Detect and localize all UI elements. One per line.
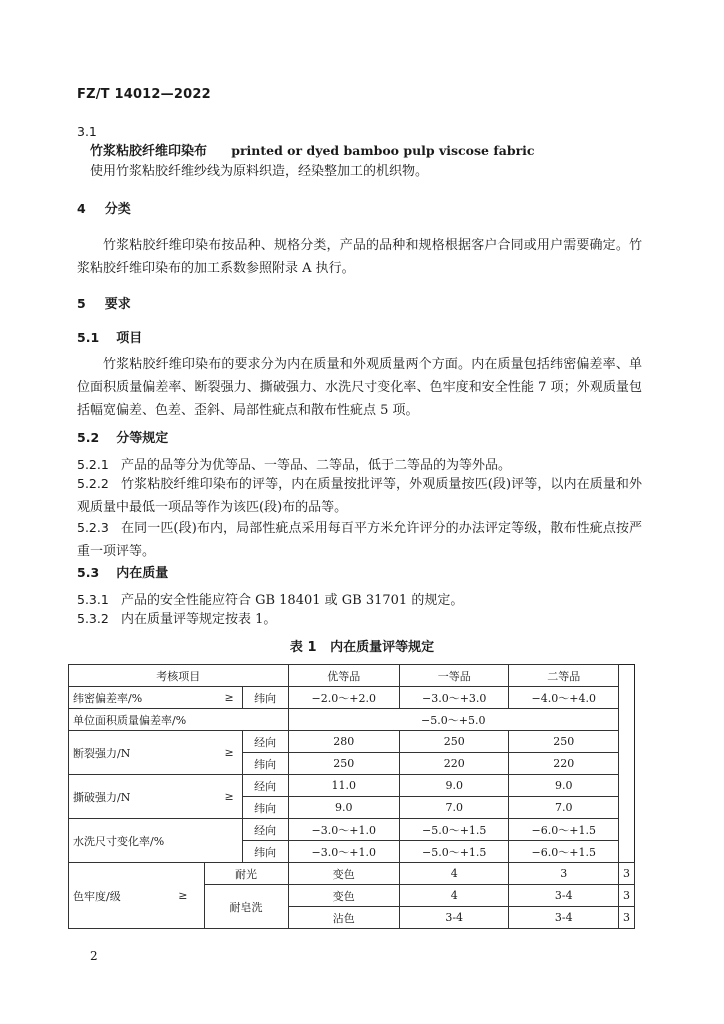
color-change-label: 变色	[288, 863, 399, 885]
table-cell: 250	[288, 753, 399, 775]
light-fastness-label: 耐光	[204, 863, 288, 885]
table-cell: 250	[509, 731, 619, 753]
table-row	[69, 863, 635, 885]
clause-5-3-heading	[77, 562, 168, 581]
table-cell: −6.0～+1.5	[509, 819, 619, 841]
clause-5-heading	[77, 293, 131, 312]
warp-direction: 经向	[242, 819, 288, 841]
table-cell: 3-4	[509, 907, 619, 929]
table-cell: 7.0	[399, 797, 509, 819]
clause-5-2-2	[77, 472, 642, 519]
term-entry	[90, 140, 535, 159]
clause-5-3-1	[77, 589, 463, 608]
table-cell: 250	[399, 731, 509, 753]
clause-3-1-number: 3.1	[77, 124, 97, 139]
page-number: 2	[90, 949, 98, 963]
table-cell: 3	[619, 907, 635, 929]
header-item: 考核项目	[69, 665, 289, 687]
table-row	[69, 687, 635, 709]
table-cell: −4.0～+4.0	[509, 687, 619, 709]
colorfastness-label: 色牢度/级	[69, 863, 163, 929]
color-change-label: 变色	[288, 885, 399, 907]
weft-direction: 纬向	[242, 687, 288, 709]
table-cell: −6.0～+1.5	[509, 841, 619, 863]
ge-symbol: ≥	[204, 731, 242, 775]
clause-5-2-title: 分等规定	[116, 431, 169, 446]
shrinkage-label: 水洗尺寸变化率/%	[69, 819, 243, 863]
table-cell: 280	[288, 731, 399, 753]
warp-direction: 经向	[242, 731, 288, 753]
clause-5-2-1-text: 产品的品等分为优等品、一等品、二等品，低于二等品的为等外品。	[120, 458, 511, 473]
header-grade-second: 二等品	[509, 665, 619, 687]
clause-5-2-number: 5.2	[77, 430, 100, 445]
clause-5-2-2-text: 竹浆粘胶纤维印染布的评等，内在质量按批评等，外观质量按匹(段)评等，以内在质量和外观质量中最低一项品等作为该匹(段)布的品等。	[77, 477, 642, 515]
weft-direction: 纬向	[242, 797, 288, 819]
clause-5-2-2-number: 5.2.2	[77, 476, 109, 491]
clause-5-3-1-text: 产品的安全性能应符合 GB 18401 或 GB 31701 的规定。	[120, 593, 464, 608]
table-cell: −3.0～+1.0	[288, 841, 399, 863]
table-cell: −3.0～+3.0	[399, 687, 509, 709]
table-cell: 3	[509, 863, 619, 885]
clause-5-2-heading	[77, 427, 168, 446]
clause-5-3-number: 5.3	[77, 565, 100, 580]
table-row	[69, 731, 635, 753]
weft-density-label: 纬密偏差率/%	[69, 687, 205, 709]
clause-4-title: 分类	[104, 202, 131, 217]
table-cell: 220	[509, 753, 619, 775]
table-cell: 3	[619, 863, 635, 885]
table-cell: 3	[619, 885, 635, 907]
table-1-caption: 表 1 内在质量评等规定	[289, 640, 435, 655]
clause-5-2-3	[77, 516, 642, 563]
clause-5-2-3-number: 5.2.3	[77, 520, 109, 535]
clause-5-1-number: 5.1	[77, 330, 100, 345]
clause-5-3-title: 内在质量	[116, 566, 169, 581]
clause-5-3-1-number: 5.3.1	[77, 592, 109, 607]
table-cell: 220	[399, 753, 509, 775]
clause-5-2-3-text: 在同一匹(段)布内，局部性疵点采用每百平方米允许评分的办法评定等级，散布性疵点按严重一项评等。	[77, 521, 642, 559]
table-cell: 7.0	[509, 797, 619, 819]
table-cell: 4	[399, 863, 509, 885]
table-row	[69, 819, 635, 841]
term-chinese: 竹浆粘胶纤维印染布	[90, 144, 208, 159]
table-cell: 3-4	[399, 907, 509, 929]
weft-direction: 纬向	[242, 753, 288, 775]
table-cell: 4	[399, 885, 509, 907]
quality-grading-table	[68, 664, 635, 929]
staining-label: 沾色	[288, 907, 399, 929]
table-cell: −5.0～+1.5	[399, 819, 509, 841]
mass-deviation-value: −5.0～+5.0	[288, 709, 618, 731]
table-header-row	[69, 665, 635, 687]
ge-symbol: ≥	[162, 863, 204, 929]
table-cell: 3-4	[509, 885, 619, 907]
clause-5-3-2-number: 5.3.2	[77, 611, 109, 626]
table-cell: −2.0～+2.0	[288, 687, 399, 709]
table-cell: 9.0	[399, 775, 509, 797]
soap-wash-label: 耐皂洗	[204, 885, 288, 929]
clause-4-text: 竹浆粘胶纤维印染布按品种、规格分类，产品的品种和规格根据客户合同或用户需要确定。竹浆粘胶纤维印染布的加工系数参照附录 A 执行。	[77, 238, 642, 276]
term-english: printed or dyed bamboo pulp viscose fabric	[231, 143, 535, 158]
table-row	[69, 709, 635, 731]
table-cell: 9.0	[509, 775, 619, 797]
header-grade-superior: 优等品	[288, 665, 399, 687]
ge-symbol: ≥	[204, 775, 242, 819]
table-cell: 11.0	[288, 775, 399, 797]
ge-symbol: ≥	[204, 687, 242, 709]
header-grade-first: 一等品	[399, 665, 509, 687]
table-cell: 9.0	[288, 797, 399, 819]
clause-5-1-title: 项目	[116, 331, 143, 346]
tear-label: 撕破强力/N	[69, 775, 205, 819]
weft-direction: 纬向	[242, 841, 288, 863]
mass-deviation-label: 单位面积质量偏差率/%	[69, 709, 289, 731]
clause-5-title: 要求	[104, 297, 131, 312]
table-cell: −3.0～+1.0	[288, 819, 399, 841]
table-cell: −5.0～+1.5	[399, 841, 509, 863]
warp-direction: 经向	[242, 775, 288, 797]
clause-5-1-text: 竹浆粘胶纤维印染布的要求分为内在质量和外观质量两个方面。内在质量包括纬密偏差率、单位面积质量偏差率、断裂强力、撕破强力、水洗尺寸变化率、色牢度和安全性能 7 项；外观质量包括幅宽偏差、色差、歪斜、局部性疵点和散布性疵点 5 项。	[77, 357, 642, 418]
clause-5-3-2	[77, 608, 276, 627]
clause-4-heading	[77, 198, 131, 217]
clause-5-number: 5	[77, 296, 86, 311]
clause-5-1-heading	[77, 327, 142, 346]
standard-number: FZ/T 14012—2022	[77, 87, 211, 102]
term-definition: 使用竹浆粘胶纤维纱线为原料织造，经染整加工的机织物。	[90, 164, 429, 179]
tensile-label: 断裂强力/N	[69, 731, 205, 775]
clause-4-number: 4	[77, 201, 86, 216]
clause-5-3-2-text: 内在质量评等规定按表 1。	[120, 612, 277, 627]
clause-5-2-1-number: 5.2.1	[77, 457, 109, 472]
table-row	[69, 775, 635, 797]
